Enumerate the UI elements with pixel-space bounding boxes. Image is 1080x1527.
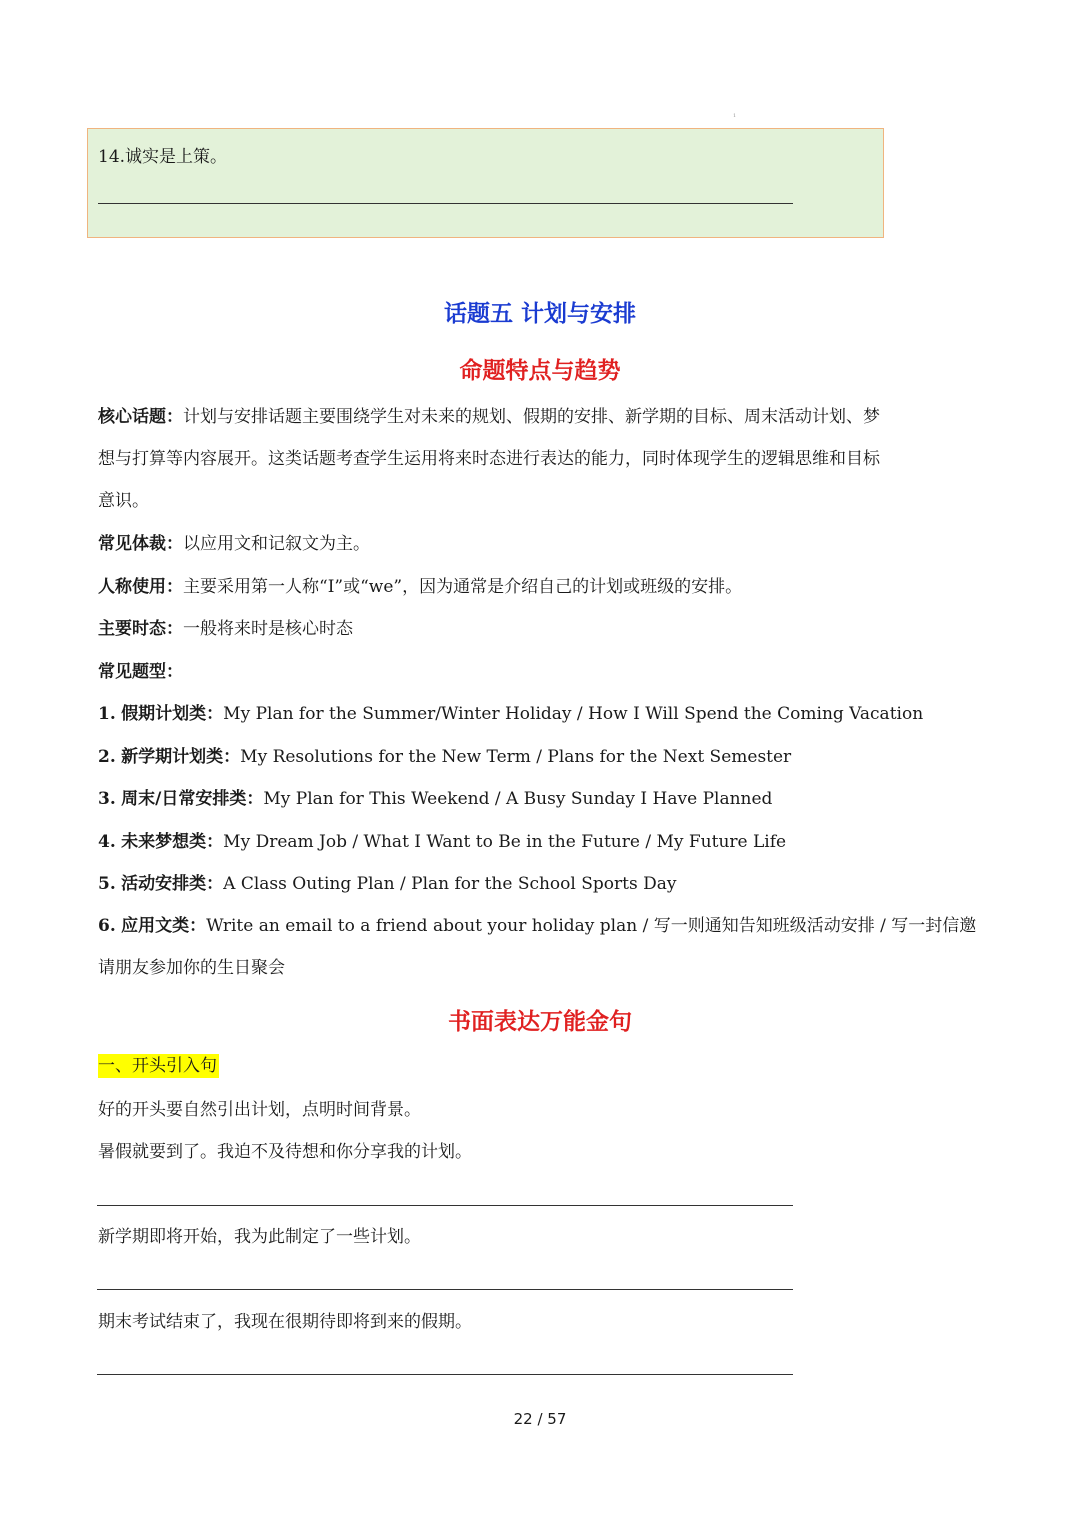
answer-line-3 [97, 1374, 793, 1375]
tense-line: 主要时态：一般将来时是核心时态 [98, 619, 353, 639]
section-title-sentences: 书面表达万能金句 [448, 1008, 632, 1035]
answer-line-1 [97, 1205, 793, 1206]
subsection-opening: 一、开头引入句 [98, 1056, 217, 1076]
answer-line-2 [97, 1289, 793, 1290]
genre-line: 常见体裁：以应用文和记叙文为主。 [98, 534, 370, 554]
intro-text: 好的开头要自然引出计划，点明时间背景。 [98, 1100, 421, 1120]
answer-line [98, 203, 793, 204]
section-title-features: 命题特点与趋势 [459, 357, 621, 384]
type-item-1: 1. 假期计划类：My Plan for the Summer/Winter Holiday / How I Will Spend the Coming Vacation [98, 704, 924, 724]
sentence-1: 暑假就要到了。我迫不及待想和你分享我的计划。 [98, 1142, 472, 1162]
core-topic-line3: 意识。 [98, 491, 149, 511]
sentence-3: 期末考试结束了，我现在很期待即将到来的假期。 [98, 1312, 472, 1332]
type-item-6: 6. 应用文类：Write an email to a friend about your holiday plan / 写一则通知告知班级活动安排 / 写一封信邀 [98, 916, 977, 936]
sentence-2: 新学期即将开始，我为此制定了一些计划。 [98, 1227, 421, 1247]
topic-title: 话题五 计划与安排 [443, 300, 636, 327]
type-item-2: 2. 新学期计划类：My Resolutions for the New Term / Plans for the Next Semester [98, 747, 792, 767]
exercise-question: 14.诚实是上策。 [98, 147, 228, 167]
page-mark: 1 [733, 113, 737, 119]
type-item-5: 5. 活动安排类：A Class Outing Plan / Plan for the School Sports Day [98, 874, 677, 894]
core-topic-label: 核心话题： [98, 407, 183, 427]
types-label: 常见题型： [98, 662, 183, 682]
core-topic-line2: 想与打算等内容展开。这类话题考查学生运用将来时态进行表达的能力，同时体现学生的逻辑思维和目标 [98, 449, 880, 469]
person-line: 人称使用：主要采用第一人称“I”或“we”，因为通常是介绍自己的计划或班级的安排。 [98, 577, 743, 597]
type-item-4: 4. 未来梦想类：My Dream Job / What I Want to Be in the Future / My Future Life [98, 832, 787, 852]
exercise-box [87, 128, 884, 238]
type-item-6-cont: 请朋友参加你的生日聚会 [98, 958, 285, 978]
page-number: 22 / 57 [513, 1410, 567, 1428]
type-item-3: 3. 周末/日常安排类：My Plan for This Weekend / A Busy Sunday I Have Planned [98, 789, 773, 809]
core-topic-line1: 核心话题：计划与安排话题主要围绕学生对未来的规划、假期的安排、新学期的目标、周末活动计划、梦 [98, 407, 880, 427]
